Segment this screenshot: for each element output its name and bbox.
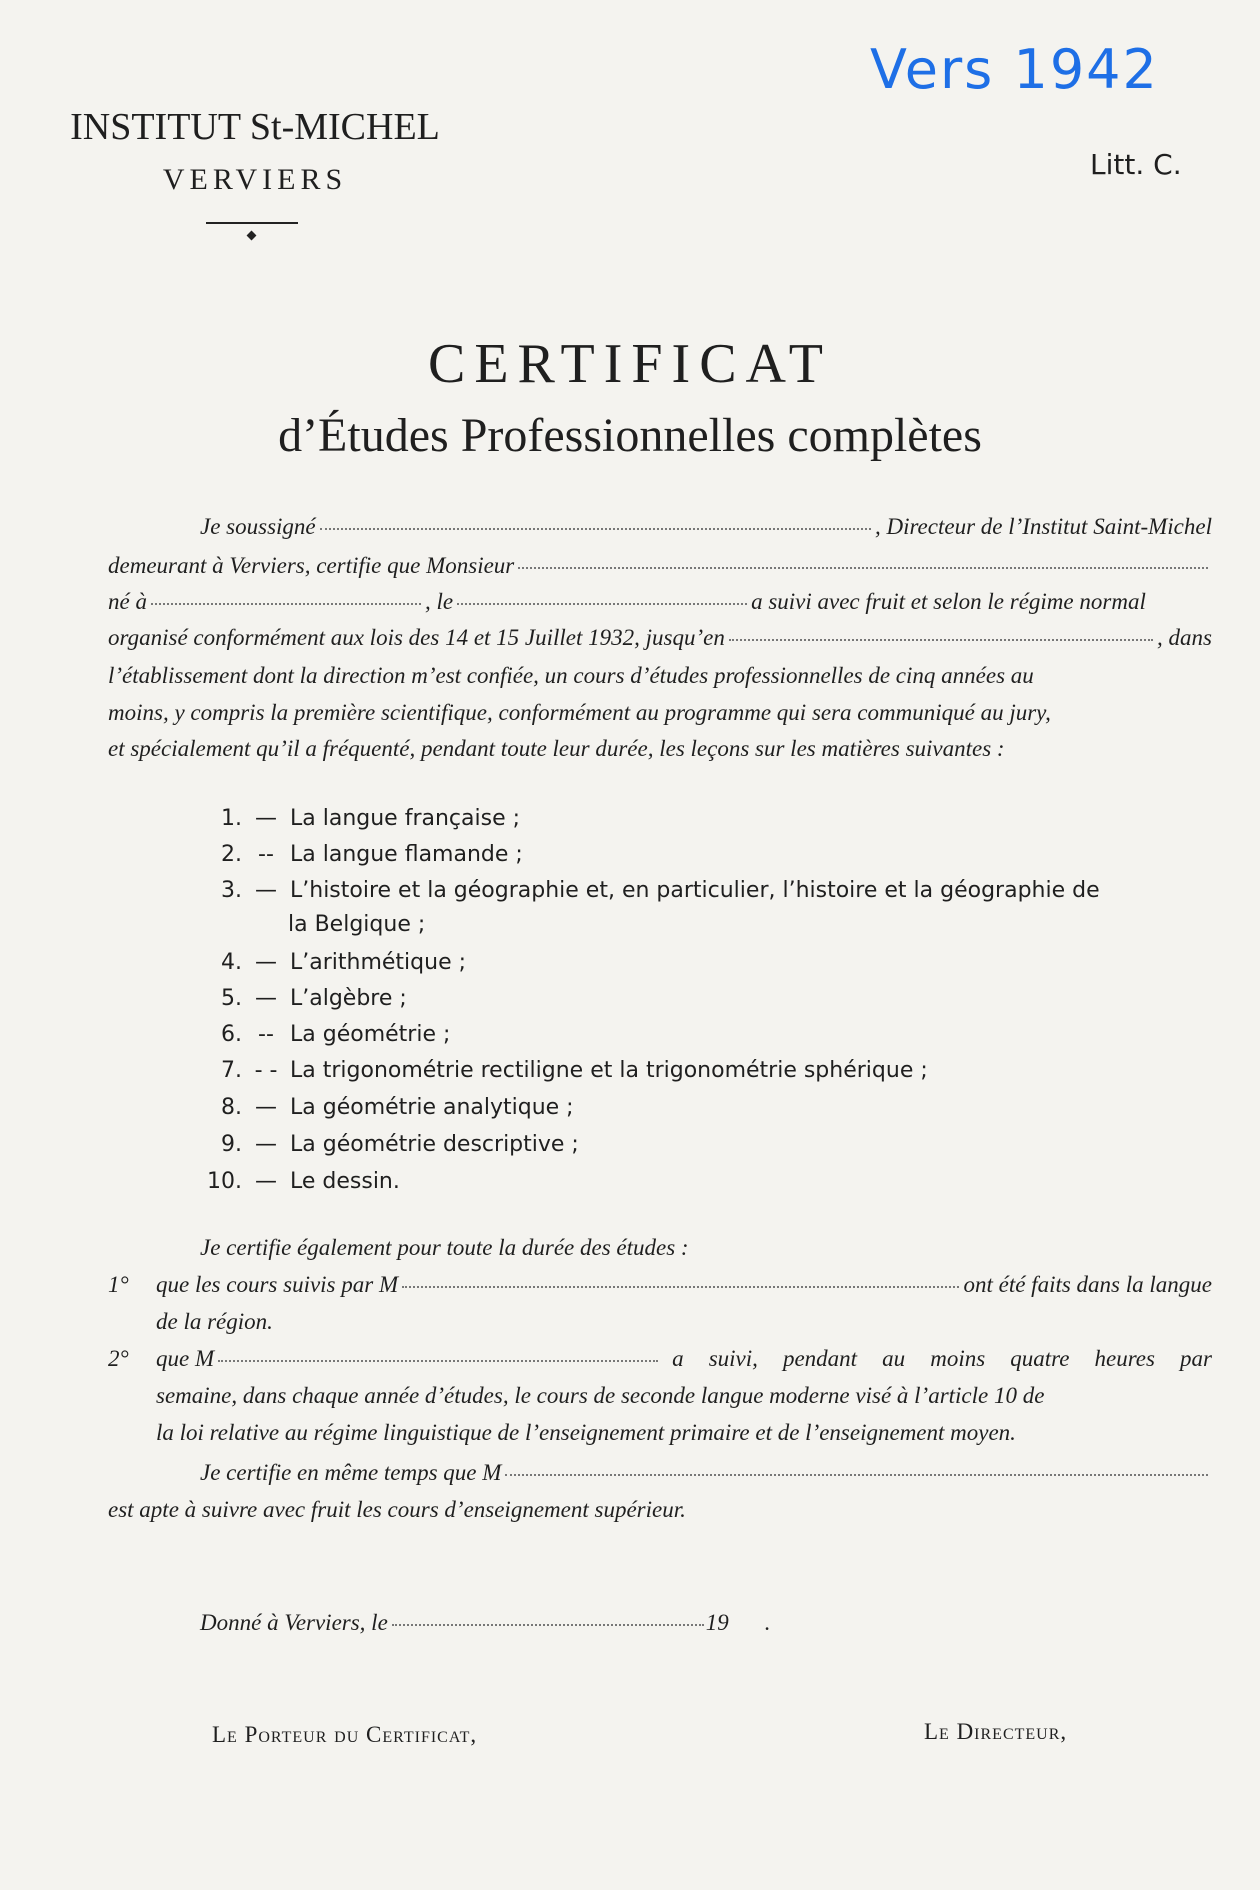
- para1-line7: [108, 736, 1212, 762]
- para2-text: que M: [156, 1346, 215, 1371]
- list-item: [190, 950, 1190, 975]
- para2-text: semaine, dans chaque année d’études, le cours de seconde langue moderne visé à l’article 10 de: [156, 1383, 1045, 1408]
- subject-text: La géométrie analytique ;: [290, 1095, 574, 1120]
- para2-item1-cont: [156, 1309, 1212, 1335]
- para2-text: Je certifie également pour toute la durée des études :: [200, 1235, 689, 1260]
- subject-dash: —: [255, 1169, 277, 1194]
- subject-dash: --: [258, 842, 274, 867]
- reference-code: Litt. C.: [1090, 148, 1182, 181]
- para1-line3: [108, 589, 1212, 615]
- para1-text: et spécialement qu’il a fréquenté, pendant toute leur durée, les leçons sur les matières suivantes :: [108, 736, 1005, 761]
- institution-name: INSTITUT St-MICHEL: [70, 106, 440, 148]
- subject-text: La géométrie ;: [290, 1022, 451, 1047]
- para2-item1: [108, 1272, 1212, 1298]
- list-item: [190, 1058, 1190, 1083]
- subject-text: La langue française ;: [290, 806, 521, 831]
- blank-student-name-2[interactable]: [402, 1286, 959, 1288]
- subject-dash: --: [258, 1022, 274, 1047]
- subject-text: Le dessin.: [290, 1169, 400, 1194]
- page-title: CERTIFICAT: [428, 333, 832, 395]
- para2-text: a suivi, pendant au moins quatre heures par: [672, 1346, 1212, 1371]
- subject-text: L’arithmétique ;: [290, 950, 467, 975]
- header-divider: [206, 222, 298, 224]
- para1-line5: [108, 663, 1212, 689]
- subject-dash: —: [255, 986, 277, 1011]
- para1-text: demeurant à Verviers, certifie que Monsieur: [108, 553, 515, 578]
- para1-text: , Directeur de l’Institut Saint-Michel: [874, 514, 1212, 539]
- subject-number: 5.: [221, 986, 242, 1011]
- subject-continuation: la Belgique ;: [288, 912, 426, 937]
- subject-text: La langue flamande ;: [290, 842, 523, 867]
- para1-line6: [108, 700, 1212, 726]
- para2-item2-cont1: [156, 1383, 1212, 1409]
- subject-number: 3.: [221, 878, 242, 903]
- blank-student-name[interactable]: [518, 567, 1208, 569]
- blank-birthdate[interactable]: [457, 603, 747, 605]
- item-marker: 2°: [108, 1346, 129, 1371]
- subject-number: 2.: [221, 842, 242, 867]
- para3-text: est apte à suivre avec fruit les cours d’enseignement supérieur.: [108, 1497, 686, 1522]
- para1-text: , le: [424, 589, 454, 614]
- list-item: [190, 806, 1190, 831]
- para1-text: l’établissement dont la direction m’est confiée, un cours d’études professionnelles de cinq années au: [108, 663, 1034, 688]
- para1-text: , dans: [1157, 625, 1212, 650]
- date-line: [200, 1610, 960, 1636]
- subject-dash: —: [255, 878, 277, 903]
- list-item: [190, 986, 1190, 1011]
- subject-text: La géométrie descriptive ;: [290, 1132, 579, 1157]
- para1-text: a suivi avec fruit et selon le régime normal: [751, 589, 1146, 614]
- para2-item2: [108, 1346, 1212, 1372]
- para1-text: organisé conformément aux lois des 14 et 15 Juillet 1932, jusqu’en: [108, 625, 725, 650]
- blank-student-name-3[interactable]: [218, 1360, 658, 1362]
- list-item: [190, 878, 1190, 903]
- subject-text: L’histoire et la géographie et, en particulier, l’histoire et la géographie de: [290, 878, 1100, 903]
- subject-dash: —: [255, 806, 277, 831]
- signature-bearer-label: Le Porteur du Certificat,: [212, 1722, 478, 1747]
- subject-number: 9.: [221, 1132, 242, 1157]
- signature-director-label: Le Directeur,: [924, 1719, 1068, 1744]
- subject-text: La trigonométrie rectiligne et la trigonométrie sphérique ;: [290, 1058, 928, 1083]
- subject-number: 8.: [221, 1095, 242, 1120]
- date-annotation: Vers 1942: [870, 38, 1159, 101]
- date-year-prefix: 19: [705, 1610, 729, 1635]
- subject-number: 1.: [221, 806, 242, 831]
- para3-line2: [108, 1497, 1212, 1523]
- para1-line2: [108, 553, 1212, 579]
- para2-text: la loi relative au régime linguistique de l’enseignement primaire et de l’enseignement moyen.: [156, 1420, 1016, 1445]
- subject-number: 4.: [221, 950, 242, 975]
- para2-intro: [200, 1235, 1212, 1261]
- subject-dash: —: [255, 1132, 277, 1157]
- list-item: [190, 1022, 1190, 1047]
- para2-text: ont été faits dans la langue: [963, 1272, 1212, 1297]
- list-item: [190, 1169, 1190, 1194]
- para1-text: moins, y compris la première scientifique, conformément au programme qui sera communiqué au jury,: [108, 700, 1051, 725]
- subject-number: 7.: [221, 1058, 242, 1083]
- blank-director-name[interactable]: [320, 528, 871, 530]
- page-subtitle: d’Études Professionnelles complètes: [278, 409, 982, 462]
- institution-city: VERVIERS: [162, 163, 348, 196]
- list-item: [190, 842, 1190, 867]
- divider-ornament: [247, 231, 257, 241]
- blank-birthplace[interactable]: [151, 603, 421, 605]
- subject-text: L’algèbre ;: [290, 986, 407, 1011]
- blank-issue-date[interactable]: [392, 1624, 704, 1626]
- para1-line4: [108, 625, 1212, 651]
- subject-number: 6.: [221, 1022, 242, 1047]
- para3-text: Je certifie en même temps que M: [200, 1460, 502, 1485]
- list-item: [190, 1132, 1190, 1157]
- subject-dash: —: [255, 950, 277, 975]
- subject-dash: - -: [254, 1058, 278, 1083]
- subject-dash: —: [255, 1095, 277, 1120]
- para1-text: né à: [108, 589, 147, 614]
- blank-student-name-4[interactable]: [505, 1474, 1208, 1476]
- para2-item2-cont2: [156, 1420, 1212, 1446]
- blank-until-date[interactable]: [729, 639, 1153, 641]
- subject-number: 10.: [207, 1169, 242, 1194]
- list-item: [190, 1095, 1190, 1120]
- para2-text: que les cours suivis par M: [156, 1272, 399, 1297]
- para3-line1: [200, 1460, 1212, 1486]
- date-period: .: [764, 1610, 771, 1635]
- date-text: Donné à Verviers, le: [200, 1610, 388, 1635]
- para1-line1: [200, 514, 1212, 540]
- para2-text: de la région.: [156, 1309, 273, 1334]
- para1-text: Je soussigné: [200, 514, 316, 539]
- item-marker: 1°: [108, 1272, 129, 1297]
